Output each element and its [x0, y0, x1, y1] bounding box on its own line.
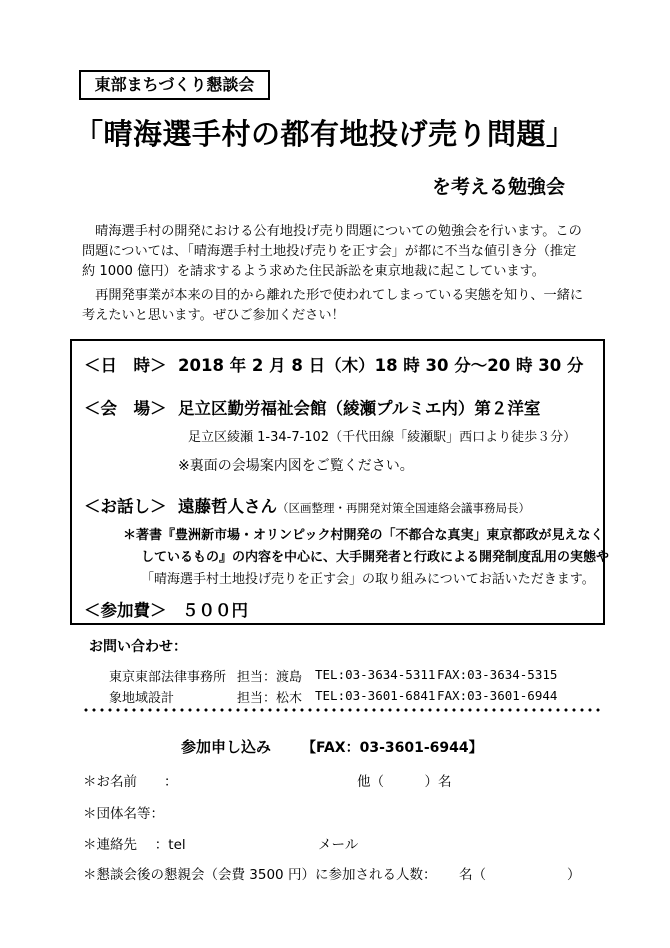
- contact-person-2: 担当：松木: [237, 691, 303, 706]
- dotted-divider: [82, 708, 602, 712]
- organizer-box: 東部まちづくり懇談会: [79, 70, 270, 100]
- speaker-name: [178, 493, 530, 517]
- intro-line-3: 約 1000 億円）を請求するよう求めた住民訴訟を東京地裁に起こしています。: [82, 264, 545, 279]
- contact-fax-1: FAX:03-3634-5315: [437, 667, 558, 682]
- speaker-title: （区画整理・再開発対策全国連絡会議事務局長）: [277, 501, 530, 515]
- fee-value: ５００円: [182, 601, 248, 620]
- group-field-label: ＊団体名等：: [83, 806, 164, 822]
- contact-org-1: 東京東部法律事務所: [109, 670, 227, 685]
- party-count-field: 名（ ）: [459, 867, 581, 883]
- contact-fax-2: FAX:03-3601-6944: [437, 688, 558, 703]
- date-value: 2018 年 2 月 8 日（木）18 時 30 分～20 時 30 分: [178, 356, 584, 375]
- venue-address: 足立区綾瀬 1-34-7-102（千代田線「綾瀬駅」西口より徒歩３分）: [188, 430, 577, 445]
- fee-label: ＜参加費＞: [84, 601, 167, 620]
- name-field-label: ＊お名前 ：: [83, 774, 178, 790]
- book-line-2: [141, 546, 609, 565]
- contact-org-2: 象地域設計: [109, 691, 175, 706]
- contact-heading: お問い合わせ：: [89, 639, 187, 655]
- intro-line-5: 考えたいと思います。ぜひご参加ください！: [82, 308, 345, 323]
- book-line-3: 「晴海選手村土地投げ売りを正す会」の取り組みについてお話いただきます。: [141, 572, 595, 587]
- date-label: ＜日 時＞: [84, 356, 167, 375]
- name-other-field: 他（ ）名: [357, 774, 452, 790]
- venue-label: ＜会 場＞: [84, 399, 167, 418]
- contact-person-1: 担当：渡島: [237, 670, 303, 685]
- intro-line-2: 問題については、「晴海選手村土地投げ売りを正す会」が都に不当な値引き分（推定: [82, 244, 577, 259]
- speaker-name-text: 遠藤哲人さん: [178, 497, 277, 516]
- mail-field-label: メール: [318, 837, 359, 853]
- intro-line-4: 再開発事業が本来の目的から離れた形で使われてしまっている実態を知り、一緒に: [82, 288, 584, 303]
- book-line-2-text: しているもの』の内容を中心に、大手開発者と行政による開発制度乱用の実態や: [141, 550, 610, 565]
- contact-tel-2: TEL:03-3601-6841: [315, 688, 436, 703]
- application-fax: 【FAX：03-3601-6944】: [302, 740, 483, 756]
- application-heading: 参加申し込み: [181, 738, 272, 756]
- main-title: 「晴海選手村の都有地投げ売り問題」: [74, 117, 576, 151]
- intro-line-1: 晴海選手村の開発における公有地投げ売り問題についての勉強会を行います。この: [82, 224, 582, 239]
- subtitle: を考える勉強会: [432, 176, 566, 198]
- venue-note: ※裏面の会場案内図をご覧ください。: [178, 458, 414, 474]
- book-line-1: ＊著書『豊洲新市場・オリンピック村開発の「不都合な真実」東京都政が見えなく: [123, 528, 604, 543]
- contact-field-label: ＊連絡先 ：tel: [83, 837, 186, 853]
- speaker-label: ＜お話し＞: [84, 497, 167, 516]
- contact-tel-1: TEL:03-3634-5311: [315, 667, 436, 682]
- party-field-label: ＊懇談会後の懇親会（会費 3500 円）に参加される人数：: [83, 867, 437, 883]
- venue-value: 足立区勤労福祉会館（綾瀬プルミエ内）第２洋室: [178, 399, 541, 418]
